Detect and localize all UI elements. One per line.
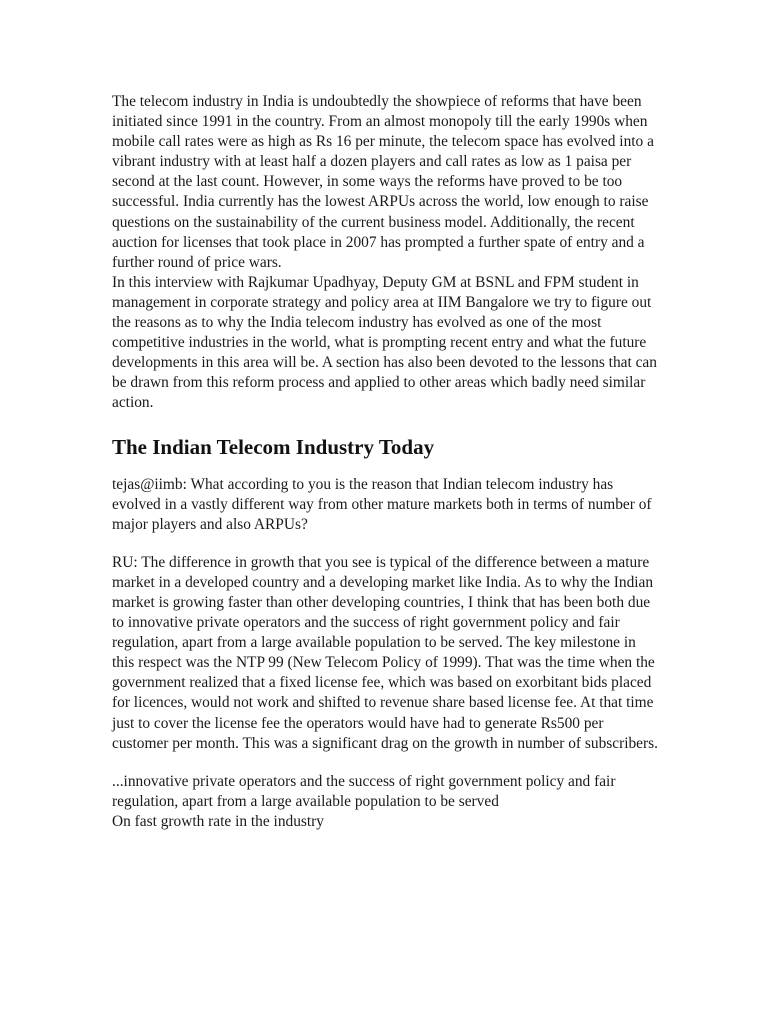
document-page: [112, 92, 660, 832]
interview-answer: RU: The difference in growth that you see is typical of the difference between a mature market in a developed country and a developing market like India. As to why the Indian market is growing faster than other developing countries, I think that has been both due to innovative private operators and the success of right government policy and fair regulation, apart from a large available population to be served. The key milestone in this respect was the NTP 99 (New Telecom Policy of 1999). That was the time when the government realized that a fixed license fee, which was based on exorbitant bids placed for licences, would not work and shifted to revenue share based license fee. At that time just to cover the license fee the operators would have had to generate Rs500 per customer per month. This was a significant drag on the growth in number of subscribers.: [112, 553, 658, 752]
pull-quote-caption: On fast growth rate in the industry: [112, 812, 325, 830]
interview-question: tejas@iimb: What according to you is the reason that Indian telecom industry has evolved in a vastly different way from other mature markets both in terms of number of major players and also ARPUs?: [112, 475, 652, 533]
intro-paragraph-1: The telecom industry in India is undoubtedly the showpiece of reforms that have been initiated since 1991 in the country. From an almost monopoly till the early 1990s when mobile call rates were as high as Rs 16 per minute, the telecom space has evolved into a vibrant industry with at least half a dozen players and call rates as low as 1 paisa per second at the last count. However, in some ways the reforms have proved to be too successful. India currently has the lowest ARPUs across the world, low enough to raise questions on the sustainability of the current business model. Additionally, the recent auction for licenses that took place in 2007 has prompted a further spate of entry and a further round of price wars.: [112, 93, 654, 271]
section-title: The Indian Telecom Industry Today: [112, 434, 435, 459]
pull-quote: ...innovative private operators and the success of right government policy and fair regulation, apart from a large available population to be served: [112, 772, 616, 810]
intro-paragraph-2: In this interview with Rajkumar Upadhyay, Deputy GM at BSNL and FPM student in management in corporate strategy and policy area at IIM Bangalore we try to figure out the reasons as to why the India telecom industry has evolved as one of the most competitive industries in the world, what is prompting recent entry and what the future developments in this area will be. A section has also been devoted to the lessons that can be drawn from this reform process and applied to other areas which badly need similar action.: [112, 273, 657, 412]
